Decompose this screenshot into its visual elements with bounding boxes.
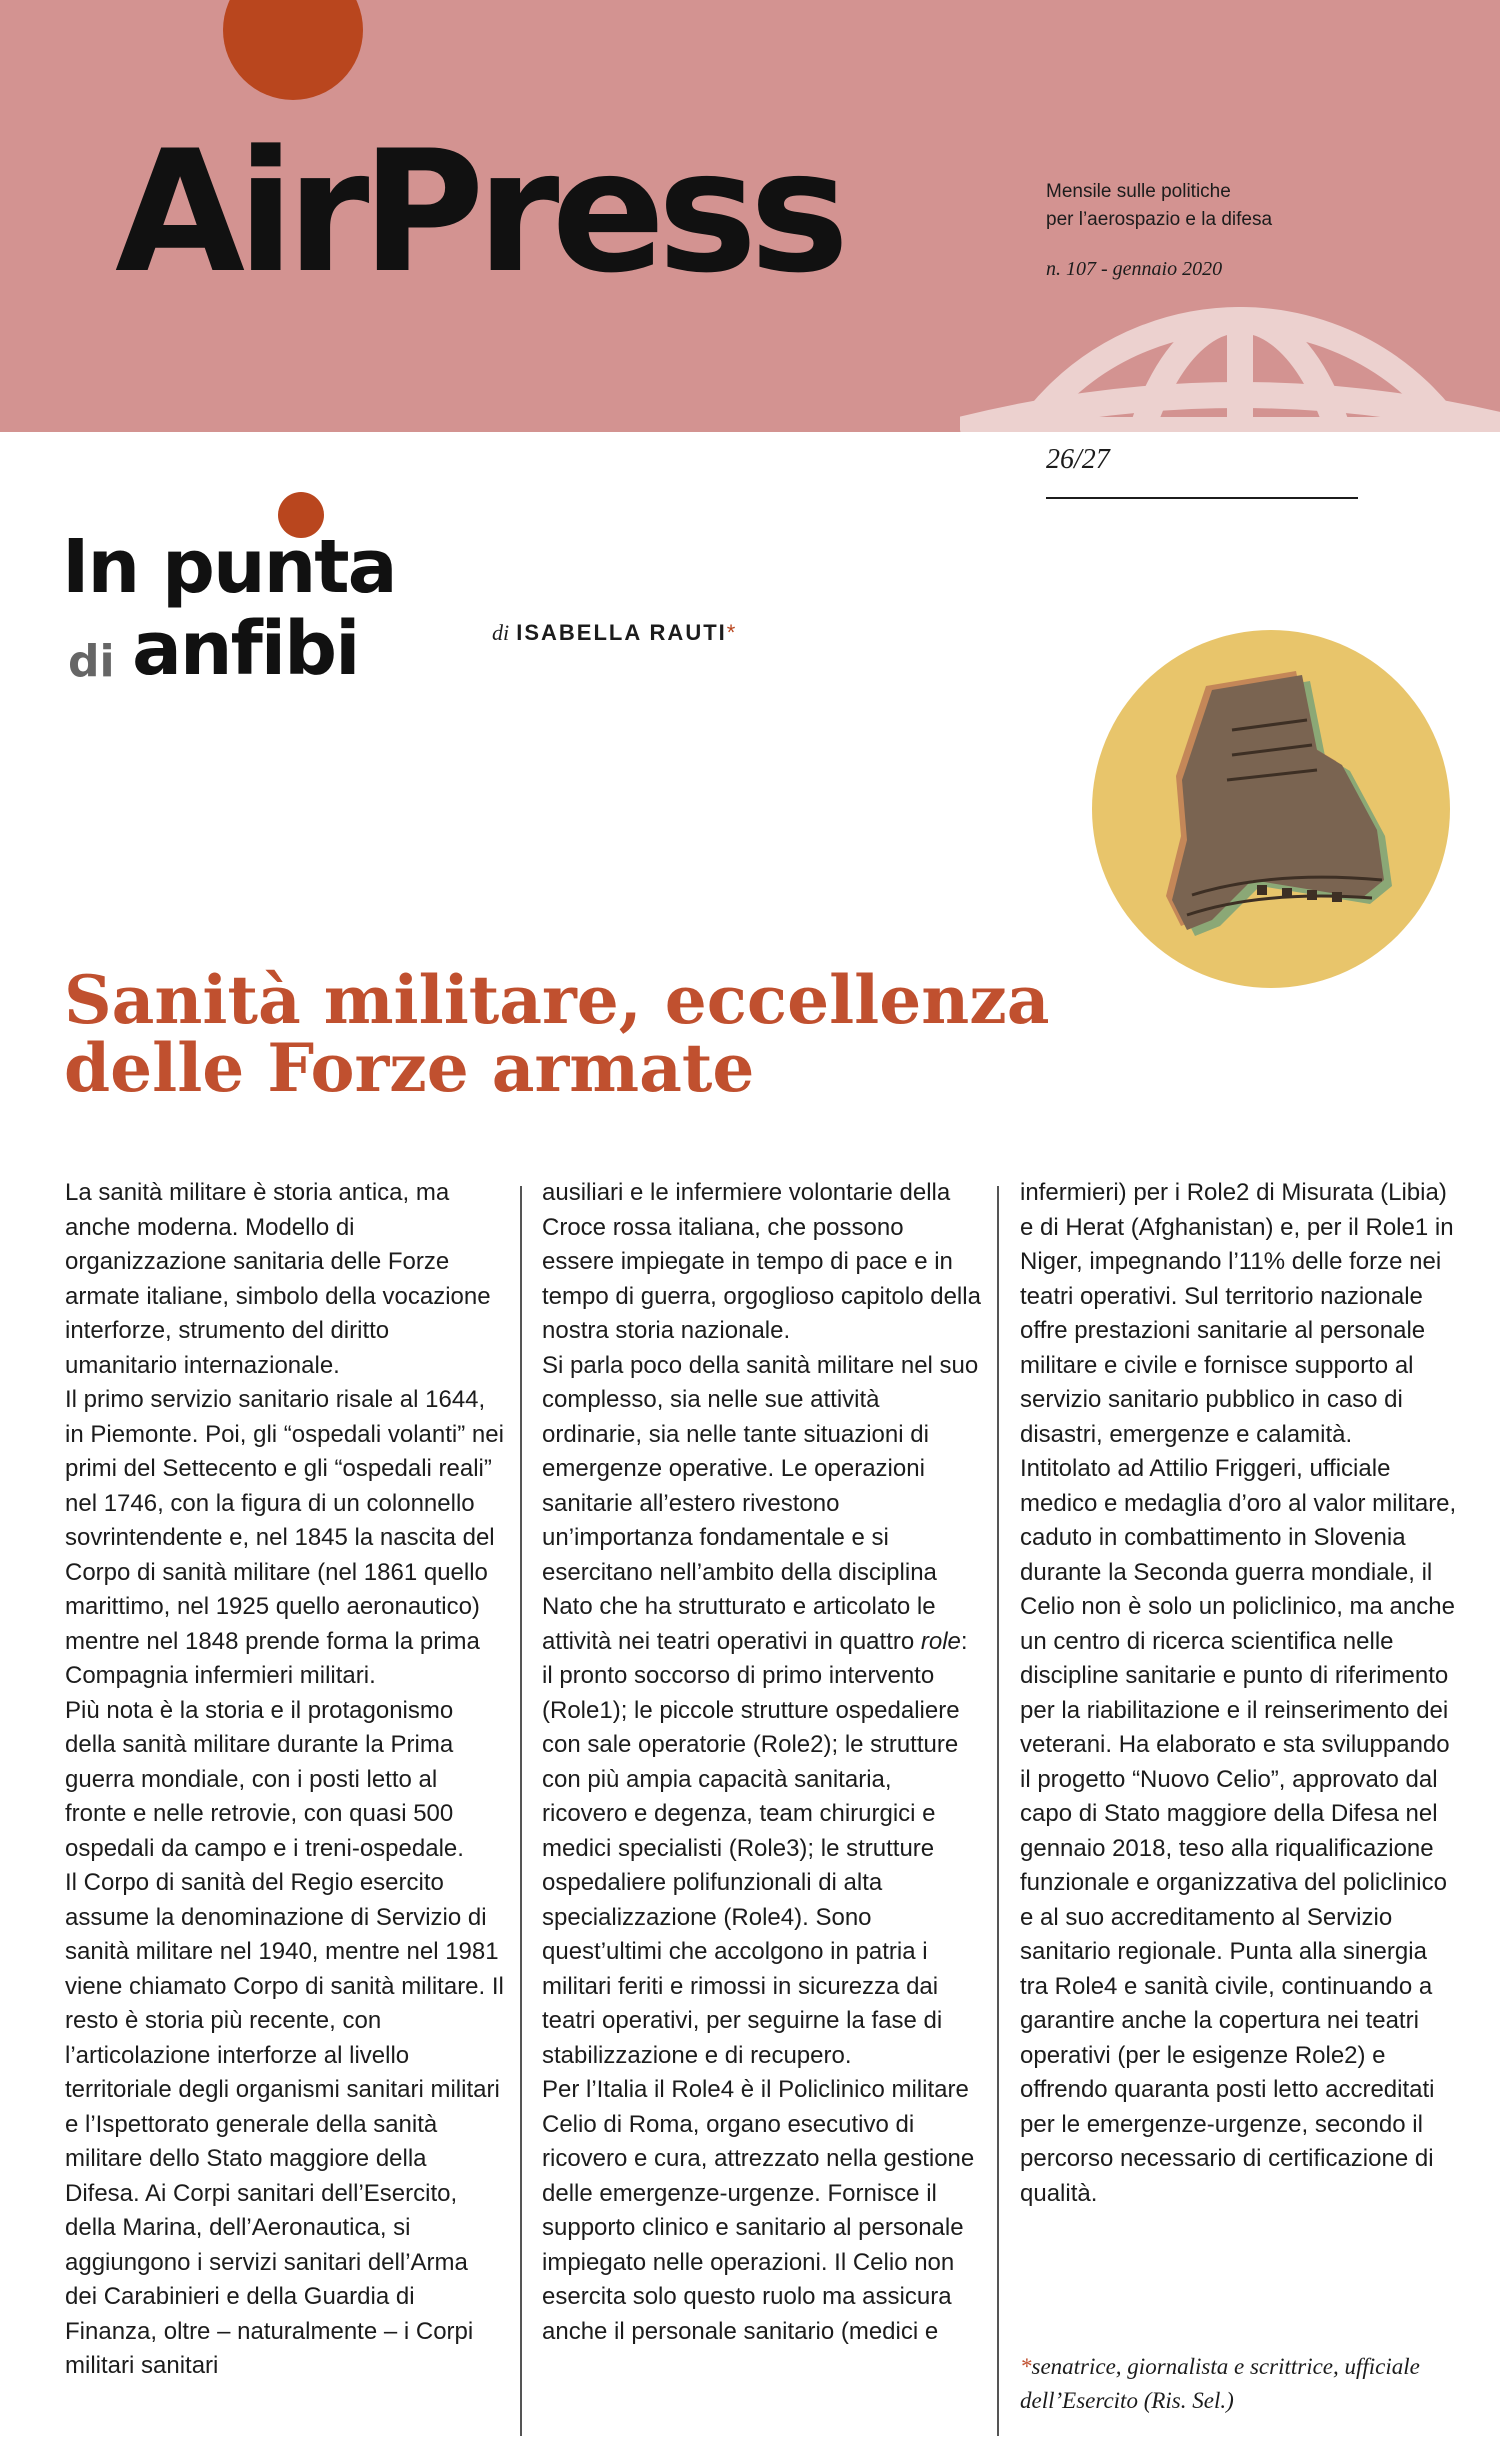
tagline-line2: per l’aerospazio e la difesa	[1046, 209, 1273, 230]
article-column-2	[542, 1176, 982, 2349]
column-separator	[520, 1186, 522, 2436]
boot-illustration	[1092, 630, 1450, 988]
author-footnote	[1020, 2350, 1460, 2418]
paragraph: Il Corpo di sanità del Regio esercito assume la denominazione di Servizio di sanità militare nel 1940, mentre nel 1981 viene chiamato Corpo di sanità militare. Il resto è storia più recente, con l’articolazione interforze al livello territoriale degli organismi sanitari militari e l’Ispettorato generale della sanità militare dello Stato maggiore della Difesa. Ai Corpi sanitari dell’Esercito, della Marina, dell’Aeronautica, si aggiungono i servizi sanitari dell’Arma dei Carabinieri e della Guardia di Finanza, oltre – naturalmente – i Corpi militari sanitari	[65, 1869, 504, 2379]
globe-icon	[960, 290, 1500, 432]
paragraph: Più nota è la storia e il protagonismo della sanità militare durante la Prima guerra mondiale, con i posti letto al fronte e nelle retrovie, con quasi 500 ospedali da campo e i treni-ospedale.	[65, 1696, 464, 1862]
article-column-3	[1020, 1176, 1460, 2211]
page-number: 26/27	[1046, 444, 1110, 475]
paragraph: infermieri) per i Role2 di Misurata (Libia) e di Herat (Afghanistan) e, per il Role1 in Niger, impegnando l’11% delle forze nei teatri operativi. Sul territorio nazionale offre prestazioni sanitarie al personale militare e civile e fornisce supporto al servizio sanitario pubblico in caso di disastri, emergenze e calamità.	[1020, 1179, 1454, 1448]
tagline	[1046, 178, 1272, 234]
headline-line1: Sanità militare, eccellenza	[64, 961, 1050, 1039]
boot-icon	[1092, 630, 1450, 988]
page-number-rule	[1046, 497, 1358, 499]
paragraph: Il primo servizio sanitario risale al 1644, in Piemonte. Poi, gli “ospedali volanti” nei primi del Settecento e gli “ospedali reali” nel 1746, con la figura di un colonnello sovrintendente e, nel 1845 la nascita del Corpo di sanità militare (nel 1861 quello marittimo, nel 1925 quello aeronautico) mentre nel 1848 prende forma la prima Compagnia infermieri militari.	[65, 1386, 504, 1689]
masthead	[0, 0, 1500, 432]
byline	[492, 620, 736, 646]
paragraph: ausiliari e le infermiere volontarie della Croce rossa italiana, che possono essere impiegate in tempo di pace e in tempo di guerra, orgoglioso capitolo della nostra storia nazionale.	[542, 1179, 981, 1344]
paragraph: Intitolato ad Attilio Friggeri, ufficiale medico e medaglia d’oro al valor militare, caduto in combattimento in Slovenia durante la Seconda guerra mondiale, il Celio non è solo un policlinico, ma anche un centro di ricerca scientifica nelle discipline sanitarie e punto di riferimento per la riabilitazione e il reinserimento dei veterani. Ha elaborato e sta sviluppando il progetto “Nuovo Celio”, approvato dal capo di Stato maggiore della Difesa nel gennaio 2018, teso alla riqualificazione funzionale e organizzativa del policlinico e al suo accreditamento al Servizio sanitario regionale. Punta alla sinergia tra Role4 e sanità civile, continuando a garantire anche la copertura nei teatri operativi (per le esigenze Role2) e offrendo quaranta posti letto accreditati per le emergenze-urgenze, secondo il percorso necessario di certificazione di qualità.	[1020, 1455, 1457, 2207]
paragraph: Per l’Italia il Role4 è il Policlinico militare Celio di Roma, organo esecutivo di ricovero e cura, attrezzato nella gestione delle emergenze-urgenze. Fornisce il supporto clinico e sanitario al personale impiegato nelle operazioni. Il Celio non esercita solo questo ruolo ma assicura anche il personale sanitario (medici e	[542, 2076, 975, 2345]
paragraph: La sanità militare è storia antica, ma anche moderna. Modello di organizzazione sanitaria delle Forze armate italiane, simbolo della vocazione interforze, strumento del diritto umanitario internazionale.	[65, 1179, 491, 1379]
author-name: ISABELLA RAUTI	[516, 620, 727, 645]
paragraph-text: Si parla poco della sanità militare nel suo complesso, sia nelle sue attività ordinarie, sia nelle tante situazioni di emergenze operative. Le operazioni sanitarie all’estero rivestono un’importanza fondamentale e si esercitano nell’ambito della disciplina Nato che ha strutturato e articolato le attività nei teatri operativi in quattro	[542, 1351, 979, 1655]
paragraph	[542, 1349, 982, 2074]
airpress-logo: AirPress	[115, 114, 842, 310]
article-column-1	[65, 1176, 505, 2384]
column-logo-di: di	[68, 636, 115, 687]
tagline-line1: Mensile sulle politiche	[1046, 181, 1231, 202]
column-separator	[997, 1186, 999, 2436]
author-star: *	[726, 620, 737, 645]
column-logo-line1: In punta	[62, 524, 396, 610]
footnote-text: senatrice, giornalista e scrittrice, ufficiale dell’Esercito (Ris. Sel.)	[1020, 2354, 1420, 2413]
column-logo-anfibi: anfibi	[132, 606, 359, 692]
article-headline	[64, 961, 1064, 1107]
italic-term: role	[920, 1627, 961, 1655]
footnote-star: *	[1020, 2354, 1032, 2379]
issue-info: n. 107 - gennaio 2020	[1046, 258, 1223, 280]
masthead-circle	[223, 0, 363, 100]
paragraph-text: : il pronto soccorso di primo intervento (Role1); le piccole strutture ospedaliere con sale operatorie (Role2); le strutture con più ampia capacità sanitaria, ricovero e degenza, team chirurgici e medici specialisti (Role3); le strutture ospedaliere polifunzionali di alta specializzazione (Role4). Sono quest’ultimi che accolgono in patria i militari feriti e rimossi in sicurezza dai teatri operativi, per seguirne la fase di stabilizzazione e di recupero.	[542, 1627, 968, 2069]
headline-line2: delle Forze armate	[64, 1029, 755, 1107]
byline-di: di	[492, 620, 510, 645]
